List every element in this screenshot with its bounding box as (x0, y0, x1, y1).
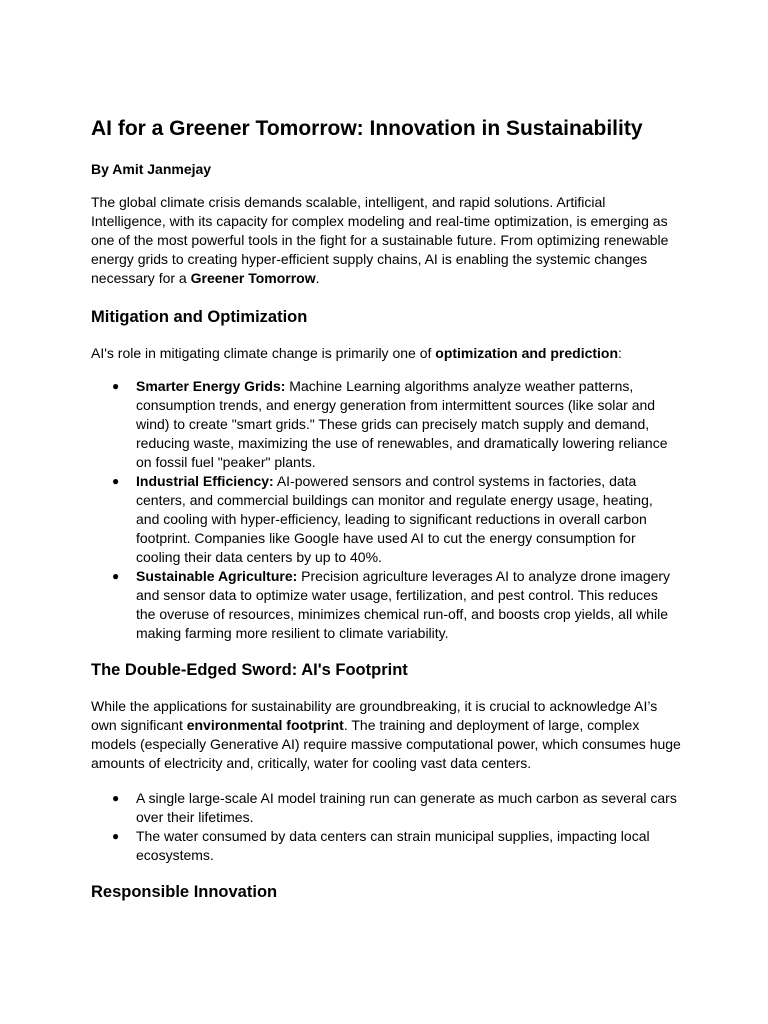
list-item (112, 789, 677, 827)
list-item (112, 567, 677, 643)
list-item-text: Precision agriculture leverages AI to analyze drone imagery and sensor data to optimize water usage, fertilization, and pest control. This reduces the overuse of resources, minimizes chemical run-off, and boosts crop yields, all while making farming more resilient to climate variability. (136, 568, 671, 641)
intro-bold-phrase: Greener Tomorrow (190, 270, 316, 286)
author-byline: By Amit Janmejay (91, 161, 212, 177)
mitigation-lead-text: AI's role in mitigating climate change is primarily one of (91, 345, 436, 361)
list-item-label: Industrial Efficiency: (136, 473, 274, 489)
bullet-icon: ● (112, 379, 120, 393)
bullet-icon: ● (112, 791, 120, 805)
intro-end: . (315, 270, 320, 286)
heading-footprint: The Double-Edged Sword: AI's Footprint (91, 661, 408, 679)
document-title: AI for a Greener Tomorrow: Innovation in Sustainability (91, 117, 643, 140)
bullet-icon: ● (112, 829, 120, 843)
intro-text: The global climate crisis demands scalable, intelligent, and rapid solutions. Artificial Intelligence, with its capacity for complex modeling and real-time optimization, is emerging as one of the most powerful tools in the fight for a sustainable future. From optimizing renewable energy grids to creating hyper-efficient supply chains, AI is enabling the systemic changes necessary for a (91, 194, 669, 286)
mitigation-list (112, 377, 677, 643)
footprint-bold-phrase: environmental footprint (186, 717, 344, 733)
list-item-text: The water consumed by data centers can strain municipal supplies, impacting local ecosystems. (136, 828, 650, 863)
footprint-list (112, 789, 677, 865)
list-item-text: A single large-scale AI model training run can generate as much carbon as several cars over their lifetimes. (136, 790, 677, 825)
footprint-text-b: . The training and deployment of large, complex models (especially Generative AI) require massive computational power, which consumes huge amounts of electricity and, critically, water for cooling vast data centers. (91, 717, 681, 771)
mitigation-lead-bold: optimization and prediction (435, 345, 619, 361)
list-item-text: Machine Learning algorithms analyze weather patterns, consumption trends, and energy generation from intermittent sources (like solar and wind) to create "smart grids." These grids can precisely match supply and demand, reducing waste, maximizing the use of renewables, and dramatically lowering reliance on fossil fuel "peaker" plants. (136, 378, 668, 470)
list-item-text: AI-powered sensors and control systems in factories, data centers, and commercial buildings can monitor and regulate energy usage, heating, and cooling with hyper-efficiency, leading to significant reductions in overall carbon footprint. Companies like Google have used AI to cut the energy consumption for cooling their data centers by up to 40%. (136, 473, 653, 565)
list-item-label: Sustainable Agriculture: (136, 568, 298, 584)
footprint-text-a: While the applications for sustainability are groundbreaking, it is crucial to acknowledge AI’s own significant (91, 698, 658, 733)
heading-responsible-innovation: Responsible Innovation (91, 883, 278, 901)
mitigation-lead-paragraph (91, 344, 681, 363)
mitigation-lead-end: : (618, 345, 622, 361)
heading-mitigation: Mitigation and Optimization (91, 308, 308, 326)
bullet-icon: ● (112, 474, 120, 488)
footprint-paragraph (91, 697, 681, 773)
list-item (112, 827, 677, 865)
bullet-icon: ● (112, 569, 120, 583)
intro-paragraph (91, 193, 681, 288)
list-item (112, 377, 677, 472)
list-item (112, 472, 677, 567)
list-item-label: Smarter Energy Grids: (136, 378, 286, 394)
